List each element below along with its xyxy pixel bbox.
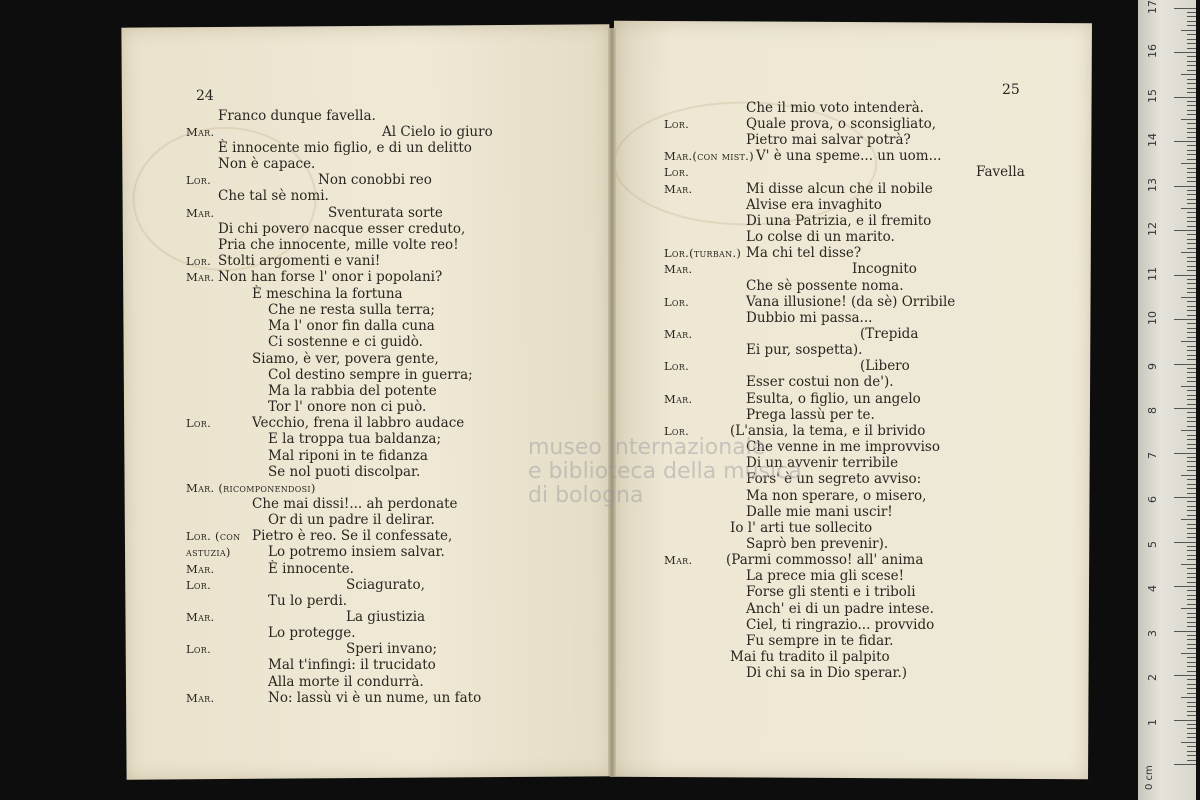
verse-line: Che venne in me improvviso bbox=[746, 439, 940, 455]
ruler-tick bbox=[1174, 631, 1196, 632]
ruler-tick bbox=[1181, 742, 1196, 743]
ruler-tick bbox=[1187, 168, 1196, 169]
verse-line: Dubbio mi passa... bbox=[746, 310, 873, 326]
ruler-tick bbox=[1187, 702, 1196, 703]
verse-line: Quale prova, o sconsigliato, bbox=[746, 116, 937, 132]
verse-line: Prega lassù per te. bbox=[746, 407, 875, 423]
ruler-tick bbox=[1187, 622, 1196, 623]
ruler-tick bbox=[1187, 706, 1196, 707]
ruler-tick bbox=[1187, 56, 1196, 57]
ruler-number: 7 bbox=[1146, 451, 1159, 459]
ruler-tick bbox=[1174, 275, 1196, 276]
verse-line: Mal t'infingi: il trucidato bbox=[268, 657, 436, 673]
ruler-tick bbox=[1181, 119, 1196, 120]
ruler-tick bbox=[1187, 92, 1196, 93]
ruler-tick bbox=[1187, 582, 1196, 583]
ruler-tick bbox=[1187, 444, 1196, 445]
ruler-tick bbox=[1187, 688, 1196, 689]
verse-line: Saprò ben prevenir). bbox=[746, 536, 889, 552]
ruler-tick bbox=[1174, 764, 1196, 765]
ruler-tick bbox=[1187, 755, 1196, 756]
ruler-tick bbox=[1187, 711, 1196, 712]
ruler-tick bbox=[1187, 595, 1196, 596]
verse-line: Ma l' onor fin dalla cuna bbox=[268, 318, 435, 334]
ruler-number: 1 bbox=[1146, 718, 1159, 726]
verse-line: Col destino sempre in guerra; bbox=[268, 367, 473, 383]
ruler-tick bbox=[1181, 430, 1196, 431]
ruler-tick bbox=[1187, 350, 1196, 351]
verse-line: Or di un padre il delirar. bbox=[268, 512, 435, 528]
speaker-label: Lor. bbox=[664, 359, 690, 373]
ruler-tick bbox=[1181, 74, 1196, 75]
ruler-tick bbox=[1187, 70, 1196, 71]
ruler-tick bbox=[1187, 261, 1196, 262]
ruler-tick bbox=[1187, 226, 1196, 227]
ruler-tick bbox=[1187, 501, 1196, 502]
ruler-tick bbox=[1187, 484, 1196, 485]
ruler-tick bbox=[1187, 212, 1196, 213]
ruler-tick bbox=[1187, 568, 1196, 569]
ruler-tick bbox=[1187, 203, 1196, 204]
verse-line: Forse gli stenti e i triboli bbox=[746, 584, 916, 600]
ruler-tick bbox=[1187, 190, 1196, 191]
ruler-tick bbox=[1174, 720, 1196, 721]
verse-line: Che tal sè nomi. bbox=[218, 188, 329, 204]
ruler-number: 3 bbox=[1146, 629, 1159, 637]
verse-line: (Libero bbox=[860, 358, 910, 374]
verse-line: Che sè possente noma. bbox=[746, 278, 904, 294]
ruler-tick bbox=[1187, 662, 1196, 663]
speaker-label: astuzia) bbox=[186, 545, 231, 559]
ruler-tick bbox=[1181, 697, 1196, 698]
ruler-tick bbox=[1187, 137, 1196, 138]
ruler-tick bbox=[1187, 559, 1196, 560]
verse-line: Non è capace. bbox=[218, 156, 316, 172]
ruler-tick bbox=[1187, 79, 1196, 80]
ruler-tick bbox=[1187, 435, 1196, 436]
ruler-number: 10 bbox=[1146, 311, 1159, 325]
ruler-tick bbox=[1187, 101, 1196, 102]
ruler-tick bbox=[1187, 359, 1196, 360]
ruler-tick bbox=[1187, 105, 1196, 106]
verse-line: Che ne resta sulla terra; bbox=[268, 302, 435, 318]
speaker-label: Mar. bbox=[664, 262, 693, 276]
ruler-tick bbox=[1187, 381, 1196, 382]
ruler-tick bbox=[1174, 319, 1196, 320]
ruler-tick bbox=[1174, 8, 1196, 9]
ruler-tick bbox=[1187, 61, 1196, 62]
ruler-tick bbox=[1187, 635, 1196, 636]
ruler-tick bbox=[1187, 684, 1196, 685]
ruler-tick bbox=[1187, 679, 1196, 680]
ruler-tick bbox=[1187, 88, 1196, 89]
ruler-tick bbox=[1174, 230, 1196, 231]
verse-line: Anch' ei di un padre intese. bbox=[746, 601, 934, 617]
ruler-tick bbox=[1187, 488, 1196, 489]
ruler-tick bbox=[1187, 693, 1196, 694]
verse-line: Speri invano; bbox=[346, 641, 437, 657]
verse-line: Fu sempre in te fidar. bbox=[746, 633, 894, 649]
verse-line: Ei pur, sospetta). bbox=[746, 342, 863, 358]
verse-line: Di una Patrizia, e il fremito bbox=[746, 213, 932, 229]
ruler-tick bbox=[1187, 644, 1196, 645]
ruler-tick bbox=[1187, 617, 1196, 618]
ruler-tick bbox=[1187, 546, 1196, 547]
ruler-tick bbox=[1187, 21, 1196, 22]
ruler-tick bbox=[1174, 141, 1196, 142]
ruler-tick bbox=[1174, 453, 1196, 454]
ruler-tick bbox=[1187, 346, 1196, 347]
ruler-tick bbox=[1187, 466, 1196, 467]
ruler-tick bbox=[1187, 377, 1196, 378]
ruler-tick bbox=[1187, 760, 1196, 761]
ruler-tick bbox=[1187, 510, 1196, 511]
speaker-label: Lor. bbox=[664, 295, 690, 309]
ruler-tick bbox=[1187, 123, 1196, 124]
book-gutter bbox=[608, 28, 616, 776]
ruler-tick bbox=[1187, 537, 1196, 538]
verse-line: Sciagurato, bbox=[346, 577, 425, 593]
ruler-tick bbox=[1187, 550, 1196, 551]
watermark-line: museo internazionale bbox=[528, 435, 766, 460]
speaker-label: Lor. bbox=[186, 578, 212, 592]
ruler-tick bbox=[1187, 395, 1196, 396]
page-number-left: 24 bbox=[196, 88, 214, 104]
ruler-unit-label: 0 cm bbox=[1144, 765, 1155, 790]
verse-line: È innocente mio figlio, e di un delitto bbox=[218, 140, 472, 156]
ruler-tick bbox=[1174, 497, 1196, 498]
ruler-tick bbox=[1187, 515, 1196, 516]
ruler-tick bbox=[1187, 39, 1196, 40]
ruler-tick bbox=[1187, 25, 1196, 26]
ruler-tick bbox=[1181, 163, 1196, 164]
speaker-label: Mar.(con mist.) bbox=[664, 149, 754, 163]
verse-line: Ma chi tel disse? bbox=[746, 245, 862, 261]
ruler-tick bbox=[1187, 159, 1196, 160]
speaker-label: Lor. bbox=[664, 117, 690, 131]
ruler-tick bbox=[1187, 239, 1196, 240]
ruler-tick bbox=[1187, 715, 1196, 716]
ruler-tick bbox=[1187, 332, 1196, 333]
ruler-tick bbox=[1187, 16, 1196, 17]
ruler-tick bbox=[1187, 279, 1196, 280]
verse-line: Lo potremo insiem salvar. bbox=[268, 544, 445, 560]
ruler-tick bbox=[1187, 132, 1196, 133]
speaker-label: Mar. bbox=[186, 691, 215, 705]
ruler-tick bbox=[1187, 751, 1196, 752]
verse-line: Mal riponi in te fidanza bbox=[268, 448, 428, 464]
ruler-tick bbox=[1181, 30, 1196, 31]
speaker-label: Mar. bbox=[664, 553, 693, 567]
watermark bbox=[528, 436, 802, 508]
ruler-tick bbox=[1187, 577, 1196, 578]
speaker-label: Lor. bbox=[186, 254, 212, 268]
ruler-tick bbox=[1187, 292, 1196, 293]
verse-line: È meschina la fortuna bbox=[252, 286, 403, 302]
ruler-tick bbox=[1187, 493, 1196, 494]
ruler-tick bbox=[1187, 426, 1196, 427]
verse-line: Pria che innocente, mille volte reo! bbox=[218, 237, 459, 253]
ruler-number: 11 bbox=[1146, 266, 1159, 281]
ruler-tick bbox=[1187, 328, 1196, 329]
ruler-tick bbox=[1187, 657, 1196, 658]
verse-line: Favella bbox=[976, 164, 1025, 180]
ruler-number: 14 bbox=[1146, 133, 1159, 147]
ruler-tick bbox=[1187, 234, 1196, 235]
verse-line: Vecchio, frena il labbro audace bbox=[252, 415, 465, 431]
verse-line: Sventurata sorte bbox=[328, 205, 443, 221]
ruler-number: 6 bbox=[1146, 496, 1159, 503]
ruler-tick bbox=[1187, 626, 1196, 627]
ruler-tick bbox=[1187, 194, 1196, 195]
ruler-tick bbox=[1187, 150, 1196, 151]
verse-line: Se nol puoti discolpar. bbox=[268, 464, 421, 480]
ruler-tick bbox=[1187, 323, 1196, 324]
ruler-tick bbox=[1187, 590, 1196, 591]
speaker-label: Mar. bbox=[186, 610, 215, 624]
ruler-tick bbox=[1187, 648, 1196, 649]
ruler-tick bbox=[1181, 341, 1196, 342]
speaker-label: Mar. bbox=[186, 125, 215, 139]
ruler-number: 16 bbox=[1146, 44, 1159, 58]
verse-line: Lo protegge. bbox=[268, 625, 356, 641]
verse-line: Siamo, è ver, povera gente, bbox=[252, 351, 439, 367]
ruler-tick bbox=[1187, 555, 1196, 556]
ruler-tick bbox=[1187, 412, 1196, 413]
ruler-number: 13 bbox=[1146, 177, 1159, 192]
ruler-tick bbox=[1187, 457, 1196, 458]
verse-line: Esser costui non de'). bbox=[746, 374, 894, 390]
ruler-tick bbox=[1174, 364, 1196, 365]
ruler-number: 8 bbox=[1146, 407, 1159, 414]
ruler-tick bbox=[1187, 573, 1196, 574]
ruler-tick bbox=[1187, 257, 1196, 258]
ruler-tick bbox=[1187, 266, 1196, 267]
verse-line: Alla morte il condurrà. bbox=[268, 674, 424, 690]
ruler-tick bbox=[1181, 653, 1196, 654]
ruler-tick bbox=[1187, 372, 1196, 373]
ruler-tick bbox=[1187, 181, 1196, 182]
ruler-tick bbox=[1181, 386, 1196, 387]
verse-line: Vana illusione! (da sè) Orribile bbox=[746, 294, 956, 310]
ruler-tick bbox=[1187, 355, 1196, 356]
speaker-label: Mar. bbox=[186, 206, 215, 220]
ruler-tick bbox=[1174, 186, 1196, 187]
verse-line: Ciel, ti ringrazio... provvido bbox=[746, 617, 935, 633]
ruler-tick bbox=[1187, 43, 1196, 44]
verse-line: Pietro mai salvar potrà? bbox=[746, 132, 911, 148]
ruler-tick bbox=[1187, 399, 1196, 400]
ruler-tick bbox=[1187, 310, 1196, 311]
ruler-tick bbox=[1187, 421, 1196, 422]
ruler-tick bbox=[1174, 675, 1196, 676]
ruler-tick bbox=[1187, 639, 1196, 640]
page-number-right: 25 bbox=[1002, 82, 1020, 98]
measuring-ruler bbox=[1138, 0, 1196, 800]
ruler-tick bbox=[1187, 737, 1196, 738]
speaker-label: Lor.(turban.) bbox=[664, 246, 742, 260]
speaker-label: Mar. bbox=[664, 327, 693, 341]
speaker-label: Lor. bbox=[664, 165, 690, 179]
ruler-tick bbox=[1181, 564, 1196, 565]
ruler-tick bbox=[1187, 337, 1196, 338]
ruler-tick bbox=[1174, 408, 1196, 409]
ruler-tick bbox=[1187, 613, 1196, 614]
ruler-tick bbox=[1187, 671, 1196, 672]
verse-line: Al Cielo io giuro bbox=[382, 124, 493, 140]
ruler-tick bbox=[1174, 542, 1196, 543]
verse-line: Tu lo perdi. bbox=[268, 593, 348, 609]
ruler-tick bbox=[1187, 461, 1196, 462]
watermark-line: di bologna bbox=[528, 483, 644, 508]
ruler-tick bbox=[1187, 404, 1196, 405]
ruler-tick bbox=[1181, 475, 1196, 476]
verse-line: Che mai dissi!... ah perdonate bbox=[252, 496, 458, 512]
verse-line: No: lassù vi è un nume, un fato bbox=[268, 690, 482, 706]
ruler-tick bbox=[1187, 604, 1196, 605]
ruler-tick bbox=[1174, 52, 1196, 53]
verse-line: Che il mio voto intenderà. bbox=[746, 100, 924, 116]
verse-line: Franco dunque favella. bbox=[218, 108, 376, 124]
ruler-number: 15 bbox=[1146, 88, 1159, 103]
verse-line: Tor l' onore non ci può. bbox=[268, 399, 427, 415]
ruler-tick bbox=[1187, 315, 1196, 316]
verse-line: Di chi povero nacque esser creduto, bbox=[218, 221, 466, 237]
ruler-tick bbox=[1187, 172, 1196, 173]
verse-line: È innocente. bbox=[268, 561, 354, 577]
verse-line: (L'ansia, la tema, e il brivido bbox=[730, 423, 926, 439]
ruler-tick bbox=[1187, 448, 1196, 449]
ruler-tick bbox=[1187, 128, 1196, 129]
ruler-tick bbox=[1187, 733, 1196, 734]
ruler-tick bbox=[1187, 746, 1196, 747]
verse-line: Mai fu tradito il palpito bbox=[730, 649, 890, 665]
ruler-tick bbox=[1187, 12, 1196, 13]
verse-line: Non han forse l' onor i popolani? bbox=[218, 269, 443, 285]
ruler-tick bbox=[1187, 528, 1196, 529]
verse-line: Ma la rabbia del potente bbox=[268, 383, 437, 399]
verse-line: E la troppa tua baldanza; bbox=[268, 431, 441, 447]
ruler-tick bbox=[1187, 34, 1196, 35]
ruler-tick bbox=[1187, 177, 1196, 178]
verse-line: (Trepida bbox=[860, 326, 919, 342]
watermark-line: e biblioteca della musica bbox=[528, 459, 802, 484]
ruler-tick bbox=[1187, 288, 1196, 289]
verse-line: Esulta, o figlio, un angelo bbox=[746, 391, 921, 407]
ruler-tick bbox=[1187, 524, 1196, 525]
verse-line: Pietro è reo. Se il confessate, bbox=[252, 528, 453, 544]
ruler-tick bbox=[1187, 110, 1196, 111]
speaker-label: Mar. bbox=[186, 562, 215, 576]
ruler-tick bbox=[1187, 724, 1196, 725]
ruler-tick bbox=[1187, 728, 1196, 729]
ruler-tick bbox=[1187, 114, 1196, 115]
ruler-tick bbox=[1187, 154, 1196, 155]
ruler-number: 5 bbox=[1146, 540, 1159, 548]
verse-line: Lo colse di un marito. bbox=[746, 229, 895, 245]
verse-line: Io l' arti tue sollecito bbox=[730, 520, 873, 536]
ruler-tick bbox=[1187, 479, 1196, 480]
verse-line: Ci sostenne e ci guidò. bbox=[268, 334, 423, 350]
speaker-label: Lor. bbox=[186, 642, 212, 656]
ruler-tick bbox=[1181, 208, 1196, 209]
verse-line: V' è una speme... un uom... bbox=[756, 148, 942, 164]
ruler-number: 17 bbox=[1146, 0, 1159, 14]
ruler-tick bbox=[1187, 48, 1196, 49]
speaker-label: Lor. bbox=[186, 173, 212, 187]
verse-line: Incognito bbox=[852, 261, 917, 277]
ruler-tick bbox=[1181, 297, 1196, 298]
verse-line: Fors' è un segreto avviso: bbox=[746, 471, 922, 487]
verse-line: Stolti argomenti e vani! bbox=[218, 253, 381, 269]
ruler-tick bbox=[1187, 221, 1196, 222]
ruler-tick bbox=[1187, 506, 1196, 507]
ruler-number: 2 bbox=[1146, 674, 1159, 681]
ruler-tick bbox=[1187, 470, 1196, 471]
ruler-number: 4 bbox=[1146, 585, 1159, 592]
verse-line: Alvise era invaghito bbox=[746, 197, 882, 213]
ruler-tick bbox=[1174, 97, 1196, 98]
verse-line: Di chi sa in Dio sperar.) bbox=[746, 665, 908, 681]
ruler-tick bbox=[1187, 248, 1196, 249]
ruler-tick bbox=[1187, 270, 1196, 271]
ruler-number: 9 bbox=[1146, 362, 1159, 370]
verse-line: Ma non sperare, o misero, bbox=[746, 488, 927, 504]
verse-line: Dalle mie mani uscir! bbox=[746, 504, 893, 520]
ruler-tick bbox=[1187, 301, 1196, 302]
ruler-tick bbox=[1187, 145, 1196, 146]
verse-line: La prece mia gli scese! bbox=[746, 568, 905, 584]
ruler-tick bbox=[1187, 390, 1196, 391]
ruler-tick bbox=[1187, 65, 1196, 66]
verse-line: La giustizia bbox=[346, 609, 426, 625]
speaker-label: Lor. (con bbox=[186, 529, 241, 543]
speaker-label: Mar. bbox=[186, 270, 215, 284]
ruler-tick bbox=[1187, 439, 1196, 440]
ruler-tick bbox=[1187, 306, 1196, 307]
speaker-label: Lor. bbox=[664, 424, 690, 438]
ruler-tick bbox=[1187, 417, 1196, 418]
ruler-tick bbox=[1181, 252, 1196, 253]
verse-line: Non conobbi reo bbox=[318, 172, 432, 188]
ruler-tick bbox=[1187, 368, 1196, 369]
ruler-tick bbox=[1187, 533, 1196, 534]
speaker-label: Mar. bbox=[664, 182, 693, 196]
verse-line: (Parmi commosso! all' anima bbox=[726, 552, 924, 568]
ruler-tick bbox=[1187, 666, 1196, 667]
ruler-tick bbox=[1181, 519, 1196, 520]
ruler-tick bbox=[1187, 199, 1196, 200]
ruler-number: 12 bbox=[1146, 222, 1159, 236]
speaker-label: Mar. (ricomponendosi) bbox=[186, 481, 316, 495]
ruler-tick bbox=[1187, 599, 1196, 600]
speaker-label: Mar. bbox=[664, 392, 693, 406]
verse-line: Mi disse alcun che il nobile bbox=[746, 181, 933, 197]
ruler-tick bbox=[1187, 217, 1196, 218]
ruler-tick bbox=[1187, 83, 1196, 84]
verse-line: Di un avvenir terribile bbox=[746, 455, 899, 471]
ruler-tick bbox=[1174, 586, 1196, 587]
ruler-tick bbox=[1187, 243, 1196, 244]
ruler-tick bbox=[1187, 283, 1196, 284]
ruler-tick bbox=[1181, 608, 1196, 609]
speaker-label: Lor. bbox=[186, 416, 212, 430]
